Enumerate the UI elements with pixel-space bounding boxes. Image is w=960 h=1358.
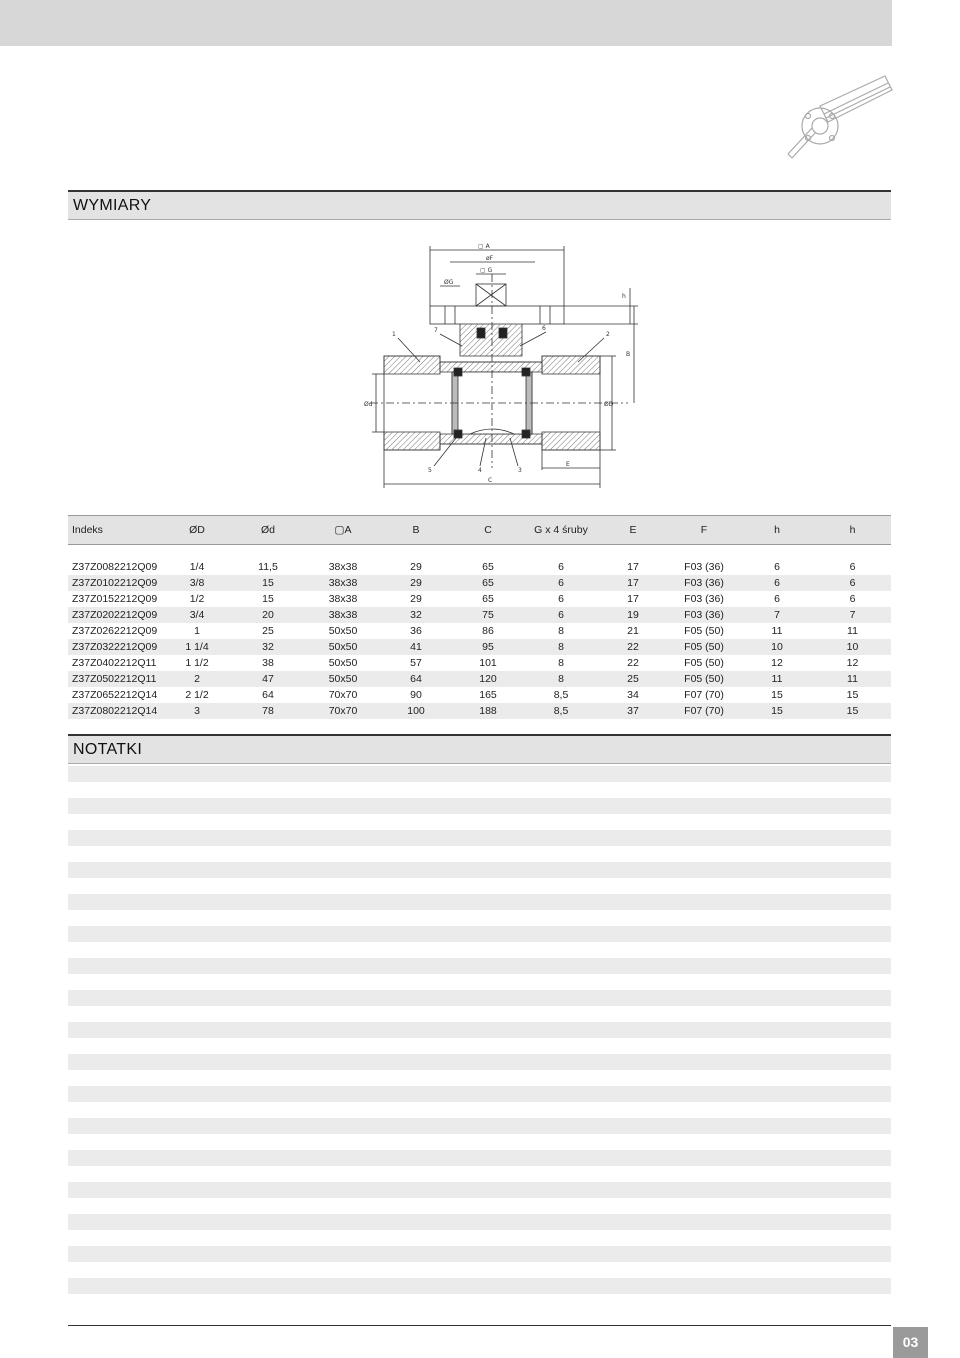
table-cell: Z37Z0102212Q09	[68, 575, 164, 591]
table-cell: 75	[452, 607, 524, 623]
table-cell: 6	[774, 593, 780, 605]
table-cell: Z37Z0202212Q09	[68, 607, 164, 623]
table-cell: 57	[410, 657, 422, 669]
table-cell: 90	[410, 689, 422, 701]
note-line	[68, 766, 891, 782]
table-cell: F03 (36)	[684, 593, 724, 605]
table-cell: F03 (36)	[668, 607, 740, 623]
table-cell: 6	[524, 607, 598, 623]
note-line	[68, 830, 891, 846]
table-cell: 11	[771, 625, 783, 637]
table-cell: 34	[627, 689, 639, 701]
note-line	[68, 1214, 891, 1230]
table-row	[68, 575, 891, 591]
table-cell: 38x38	[306, 575, 380, 591]
label-part-2: 2	[606, 331, 610, 338]
dimensions-table	[68, 515, 891, 719]
table-cell: 1/4	[189, 561, 205, 573]
table-cell: 65	[482, 593, 494, 605]
table-cell: 65	[452, 575, 524, 591]
column-header: E	[598, 516, 668, 545]
table-cell: F05 (50)	[684, 657, 724, 669]
note-line	[68, 958, 891, 974]
label-h: h	[622, 293, 626, 300]
label-b: B	[626, 351, 631, 358]
table-cell: F05 (50)	[668, 639, 740, 655]
table-cell: 29	[380, 575, 452, 591]
table-cell: 15	[230, 575, 306, 591]
table-cell: 120	[452, 671, 524, 687]
table-cell: 6	[558, 561, 564, 573]
table-cell: Z37Z0322212Q09	[68, 639, 164, 655]
note-line	[68, 1150, 891, 1166]
table-cell: 70x70	[328, 689, 358, 701]
table-cell: 32	[380, 607, 452, 623]
table-cell: 22	[598, 639, 668, 655]
table-cell: 11	[847, 625, 858, 637]
table-cell: F05 (50)	[668, 671, 740, 687]
table-cell: 11	[814, 671, 891, 687]
table-cell: 29	[410, 561, 422, 573]
table-row	[68, 687, 891, 703]
table-cell: 6	[774, 561, 780, 573]
table-cell: 3/4	[164, 607, 230, 623]
table-cell: 38x38	[328, 593, 358, 605]
label-part-1: 1	[392, 331, 396, 338]
label-part-3: 3	[518, 467, 522, 474]
table-cell: 50x50	[328, 625, 358, 637]
table-cell: 47	[230, 671, 306, 687]
column-header: C	[452, 516, 524, 545]
column-header: B	[380, 516, 452, 545]
top-band	[0, 0, 892, 46]
column-header: F	[668, 516, 740, 545]
table-row	[68, 655, 891, 671]
table-cell: 15	[771, 689, 783, 701]
table-cell: 12	[846, 657, 859, 669]
table-cell: 17	[627, 593, 639, 605]
table-cell: 8,5	[553, 689, 569, 701]
note-line	[68, 862, 891, 878]
table-row	[68, 671, 891, 687]
table-cell: 70x70	[306, 703, 380, 719]
section-title-dimensions: WYMIARY	[68, 190, 891, 220]
table-cell: 7	[740, 607, 814, 623]
table-cell: 32	[230, 639, 306, 655]
table-cell: 25	[598, 671, 668, 687]
bottom-rule	[68, 1325, 891, 1326]
table-row	[68, 623, 891, 639]
table-header-row	[68, 516, 891, 545]
note-line	[68, 1246, 891, 1262]
table-cell: 6	[849, 561, 856, 573]
table-cell: 64	[380, 671, 452, 687]
table-cell: F05 (50)	[684, 625, 724, 637]
valve-technical-drawing	[360, 238, 644, 490]
table-cell: 86	[482, 625, 494, 637]
table-cell: 50x50	[328, 657, 358, 669]
table-row	[68, 703, 891, 719]
label-square-a: ▢ A	[478, 243, 490, 250]
table-cell: 38x38	[328, 561, 358, 573]
table-cell: 11	[740, 671, 814, 687]
table-cell: 15	[846, 689, 859, 701]
table-cell: 6	[558, 593, 564, 605]
label-dia-d-big: ØD	[604, 401, 614, 408]
column-header: ▢A	[306, 516, 380, 545]
table-cell: 100	[380, 703, 452, 719]
label-e: E	[566, 461, 570, 468]
table-cell: 6	[740, 575, 814, 591]
table-cell: 15	[740, 703, 814, 719]
table-cell: 38x38	[306, 607, 380, 623]
table-cell: 37	[598, 703, 668, 719]
column-header: ØD	[164, 516, 230, 545]
section-title-notes: NOTATKI	[68, 734, 891, 764]
table-cell: 10	[740, 639, 814, 655]
label-part-4: 4	[478, 467, 482, 474]
table-cell: 17	[627, 561, 639, 573]
label-part-6: 6	[542, 325, 546, 332]
table-cell: Z37Z0082212Q09	[72, 561, 158, 573]
table-row	[68, 591, 891, 607]
table-cell: 95	[452, 639, 524, 655]
table-cell: 3/8	[164, 575, 230, 591]
table-row	[68, 559, 891, 575]
table-cell: 1 1/4	[164, 639, 230, 655]
table-cell: Z37Z0152212Q09	[72, 593, 158, 605]
table-cell: F03 (36)	[684, 561, 724, 573]
column-header: Indeks	[68, 516, 164, 545]
table-cell: 2 1/2	[185, 689, 209, 701]
table-cell: 50x50	[306, 671, 380, 687]
table-cell: 65	[482, 561, 494, 573]
table-cell: 10	[814, 639, 891, 655]
table-cell: Z37Z0652212Q14	[72, 689, 158, 701]
table-cell: 38	[262, 657, 274, 669]
table-cell: 6	[849, 593, 856, 605]
table-cell: 41	[380, 639, 452, 655]
table-cell: F03 (36)	[668, 575, 740, 591]
note-line	[68, 1086, 891, 1102]
note-line	[68, 894, 891, 910]
notes-area	[68, 766, 891, 1310]
table-cell: 8,5	[524, 703, 598, 719]
table-cell: 1 1/2	[185, 657, 209, 669]
table-row	[68, 607, 891, 623]
column-header: h	[814, 516, 891, 545]
label-dia-d-small: Ød	[364, 401, 373, 408]
table-cell: 2	[164, 671, 230, 687]
note-line	[68, 1278, 891, 1294]
note-line	[68, 1118, 891, 1134]
label-part-5: 5	[428, 467, 432, 474]
table-cell: 78	[230, 703, 306, 719]
note-line	[68, 1182, 891, 1198]
note-line	[68, 1022, 891, 1038]
column-header: G x 4 śruby	[524, 516, 598, 545]
table-cell: F07 (70)	[668, 703, 740, 719]
table-cell: 101	[479, 657, 497, 669]
table-cell: 188	[452, 703, 524, 719]
table-cell: 20	[230, 607, 306, 623]
column-header: h	[740, 516, 814, 545]
table-cell: 17	[598, 575, 668, 591]
table-cell: 15	[262, 593, 274, 605]
note-line	[68, 926, 891, 942]
label-dia-f: øF	[486, 255, 494, 262]
table-cell: 12	[771, 657, 783, 669]
table-cell: 1	[194, 625, 200, 637]
table-cell: 8	[524, 639, 598, 655]
note-line	[68, 1054, 891, 1070]
table-cell: Z37Z0802212Q14	[68, 703, 164, 719]
label-dia-g-small: ØG	[444, 279, 454, 286]
table-cell: 21	[627, 625, 639, 637]
table-cell: Z37Z0502212Q11	[68, 671, 164, 687]
label-part-7: 7	[434, 327, 438, 334]
table-cell: Z37Z0262212Q09	[72, 625, 158, 637]
table-cell: 8	[558, 657, 564, 669]
table-cell: 3	[164, 703, 230, 719]
actuator-illustration-icon	[780, 66, 900, 166]
table-cell: 64	[262, 689, 274, 701]
table-cell: 8	[558, 625, 564, 637]
label-c: C	[488, 477, 493, 484]
note-line	[68, 798, 891, 814]
table-cell: F07 (70)	[684, 689, 724, 701]
table-cell: 19	[598, 607, 668, 623]
label-square-g: ▢ G	[480, 267, 493, 274]
table-cell: 50x50	[306, 639, 380, 655]
table-cell: 29	[410, 593, 422, 605]
table-cell: 22	[627, 657, 639, 669]
table-cell: Z37Z0402212Q11	[72, 657, 157, 669]
note-line	[68, 990, 891, 1006]
table-cell: 11,5	[258, 561, 278, 573]
table-cell: 6	[524, 575, 598, 591]
table-cell: 165	[479, 689, 497, 701]
page-number: 03	[893, 1327, 928, 1358]
table-cell: 36	[410, 625, 422, 637]
table-cell: 8	[524, 671, 598, 687]
table-cell: 1/2	[189, 593, 205, 605]
table-cell: 25	[262, 625, 274, 637]
table-row	[68, 639, 891, 655]
table-cell: 7	[814, 607, 891, 623]
table-cell: 15	[814, 703, 891, 719]
table-cell: 6	[814, 575, 891, 591]
column-header: Ød	[230, 516, 306, 545]
